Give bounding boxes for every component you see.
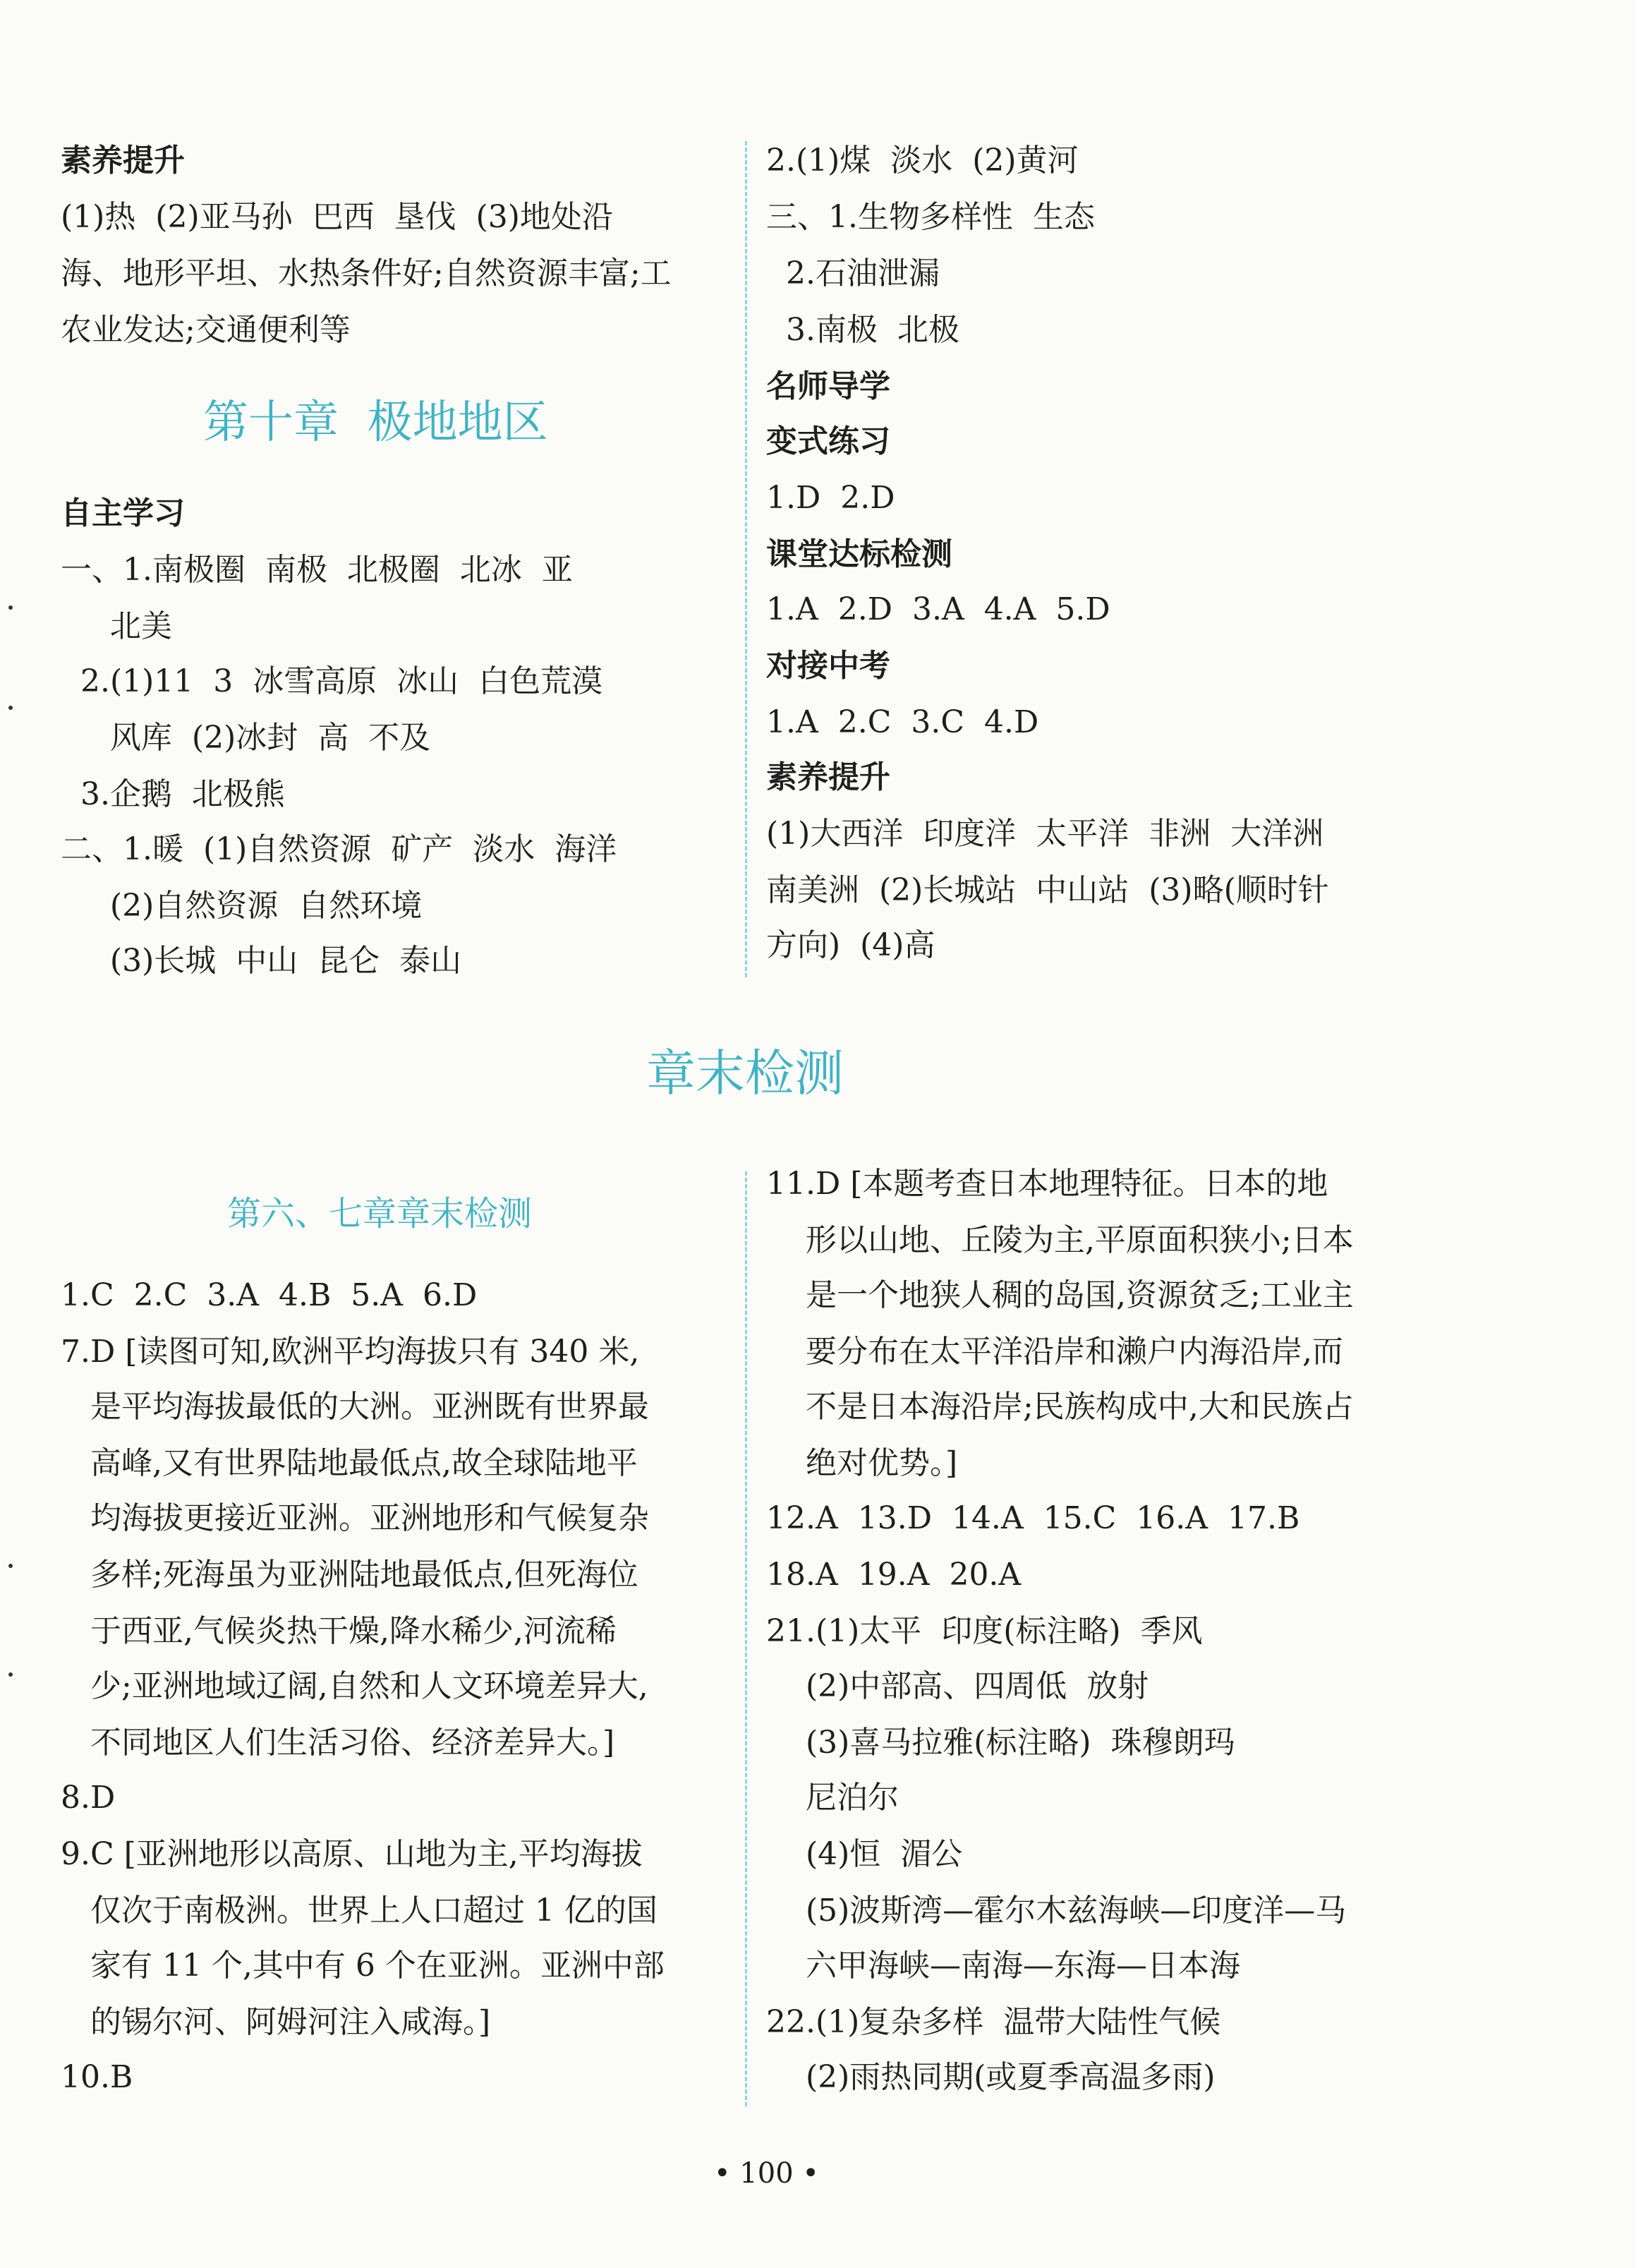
answer-line: 10.B <box>61 2059 133 2095</box>
margin-speck <box>8 1564 13 1568</box>
answer-line: 22.(1)复杂多样 温带大陆性气候 <box>766 2004 1221 2040</box>
answer-line: 不是日本海沿岸;民族构成中,大和民族占 <box>766 1389 1354 1425</box>
heading-zizhu: 自主学习 <box>61 495 185 531</box>
text-line: 方向) (4)高 <box>766 927 935 963</box>
answer-line: 尼泊尔 <box>766 1780 899 1816</box>
heading-duijie: 对接中考 <box>766 648 890 684</box>
answer-line: 要分布在太平洋沿岸和濑户内海沿岸,而 <box>766 1334 1343 1370</box>
answer-line: 绝对优势。] <box>766 1445 958 1481</box>
answer-line: 18.A 19.A 20.A <box>766 1557 1022 1593</box>
text-line: 3.企鹅 北极熊 <box>61 776 285 812</box>
text-line: 1.A 2.C 3.C 4.D <box>766 704 1039 740</box>
answer-line: (5)波斯湾—霍尔木兹海峡—印度洋—马 <box>766 1893 1347 1929</box>
section-title: 章末检测 <box>646 1044 844 1102</box>
answer-line: (2)中部高、四周低 放射 <box>766 1668 1149 1704</box>
answer-line: 高峰,又有世界陆地最低点,故全球陆地平 <box>61 1445 638 1481</box>
answer-line: 11.D [本题考查日本地理特征。日本的地 <box>766 1166 1328 1202</box>
answer-line: 多样;死海虽为亚洲陆地最低点,但死海位 <box>61 1557 638 1593</box>
chapter-title: 第十章 极地地区 <box>203 397 548 449</box>
text-line: 二、1.暖 (1)自然资源 矿产 淡水 海洋 <box>61 831 617 867</box>
answer-line: 于西亚,气候炎热干燥,降水稀少,河流稀 <box>61 1613 617 1649</box>
text-line: 1.A 2.D 3.A 4.A 5.D <box>766 591 1110 627</box>
text-line: 海、地形平坦、水热条件好;自然资源丰富;工 <box>61 255 672 291</box>
text-line: 3.南极 北极 <box>766 312 959 348</box>
text-line: 1.D 2.D <box>766 480 895 516</box>
margin-speck <box>8 1672 13 1677</box>
column-divider-top <box>745 141 747 977</box>
margin-speck <box>8 605 13 610</box>
text-line: 三、1.生物多样性 生态 <box>766 199 1095 235</box>
answer-line: 六甲海峡—南海—东海—日本海 <box>766 1948 1240 1984</box>
answer-line: 均海拔更接近亚洲。亚洲地形和气候复杂 <box>61 1500 649 1536</box>
heading-ketang: 课堂达标检测 <box>766 536 952 572</box>
answer-line: 21.(1)太平 印度(标注略) 季风 <box>766 1613 1203 1649</box>
answer-line: 7.D [读图可知,欧洲平均海拔只有 340 米, <box>61 1334 640 1370</box>
text-line: (1)热 (2)亚马孙 巴西 垦伐 (3)地处沿 <box>61 199 613 235</box>
heading-suyang-left: 素养提升 <box>61 143 185 179</box>
answer-line: 形以山地、丘陵为主,平原面积狭小;日本 <box>766 1222 1354 1258</box>
answer-line: 的锡尔河、阿姆河注入咸海。] <box>61 2004 491 2040</box>
answer-line: 8.D <box>61 1780 116 1816</box>
answer-line: (3)喜马拉雅(标注略) 珠穆朗玛 <box>766 1725 1235 1761</box>
answer-line: 少;亚洲地域辽阔,自然和人文环境差异大, <box>61 1668 648 1704</box>
answer-line: 是一个地狭人稠的岛国,资源贫乏;工业主 <box>766 1277 1354 1313</box>
heading-suyang-right: 素养提升 <box>766 759 890 795</box>
text-line: (1)大西洋 印度洋 太平洋 非洲 大洋洲 <box>766 816 1324 852</box>
page-number: • 100 • <box>714 2157 819 2190</box>
answer-line: (4)恒 湄公 <box>766 1836 963 1872</box>
text-line: 2.石油泄漏 <box>766 255 940 291</box>
answer-line: (2)雨热同期(或夏季高温多雨) <box>766 2059 1216 2095</box>
text-line: 南美洲 (2)长城站 中山站 (3)略(顺时针 <box>766 872 1329 908</box>
text-line: 北美 <box>61 608 172 644</box>
answer-line: 不同地区人们生活习俗、经济差异大。] <box>61 1725 615 1761</box>
answer-line: 9.C [亚洲地形以高原、山地为主,平均海拔 <box>61 1836 643 1872</box>
text-line: 2.(1)11 3 冰雪高原 冰山 白色荒漠 <box>61 663 603 699</box>
heading-mingshi: 名师导学 <box>766 368 890 404</box>
margin-speck <box>8 706 13 710</box>
text-line: 一、1.南极圈 南极 北极圈 北冰 亚 <box>61 552 573 588</box>
answer-line: 1.C 2.C 3.A 4.B 5.A 6.D <box>61 1277 478 1313</box>
text-line: 农业发达;交通便利等 <box>61 312 351 348</box>
text-line: 2.(1)煤 淡水 (2)黄河 <box>766 143 1079 179</box>
answer-line: 仅次于南极洲。世界上人口超过 1 亿的国 <box>61 1893 658 1929</box>
section-subtitle: 第六、七章章末检测 <box>227 1194 533 1233</box>
answer-line: 12.A 13.D 14.A 15.C 16.A 17.B <box>766 1500 1300 1536</box>
heading-bianshi: 变式练习 <box>766 423 890 459</box>
answer-line: 家有 11 个,其中有 6 个在亚洲。亚洲中部 <box>61 1948 665 1984</box>
column-divider-bottom <box>745 1171 747 2106</box>
text-line: (2)自然资源 自然环境 <box>61 888 423 924</box>
answer-line: 是平均海拔最低的大洲。亚洲既有世界最 <box>61 1389 649 1425</box>
text-line: 风库 (2)冰封 高 不及 <box>61 720 431 756</box>
text-line: (3)长城 中山 昆仑 泰山 <box>61 943 462 979</box>
